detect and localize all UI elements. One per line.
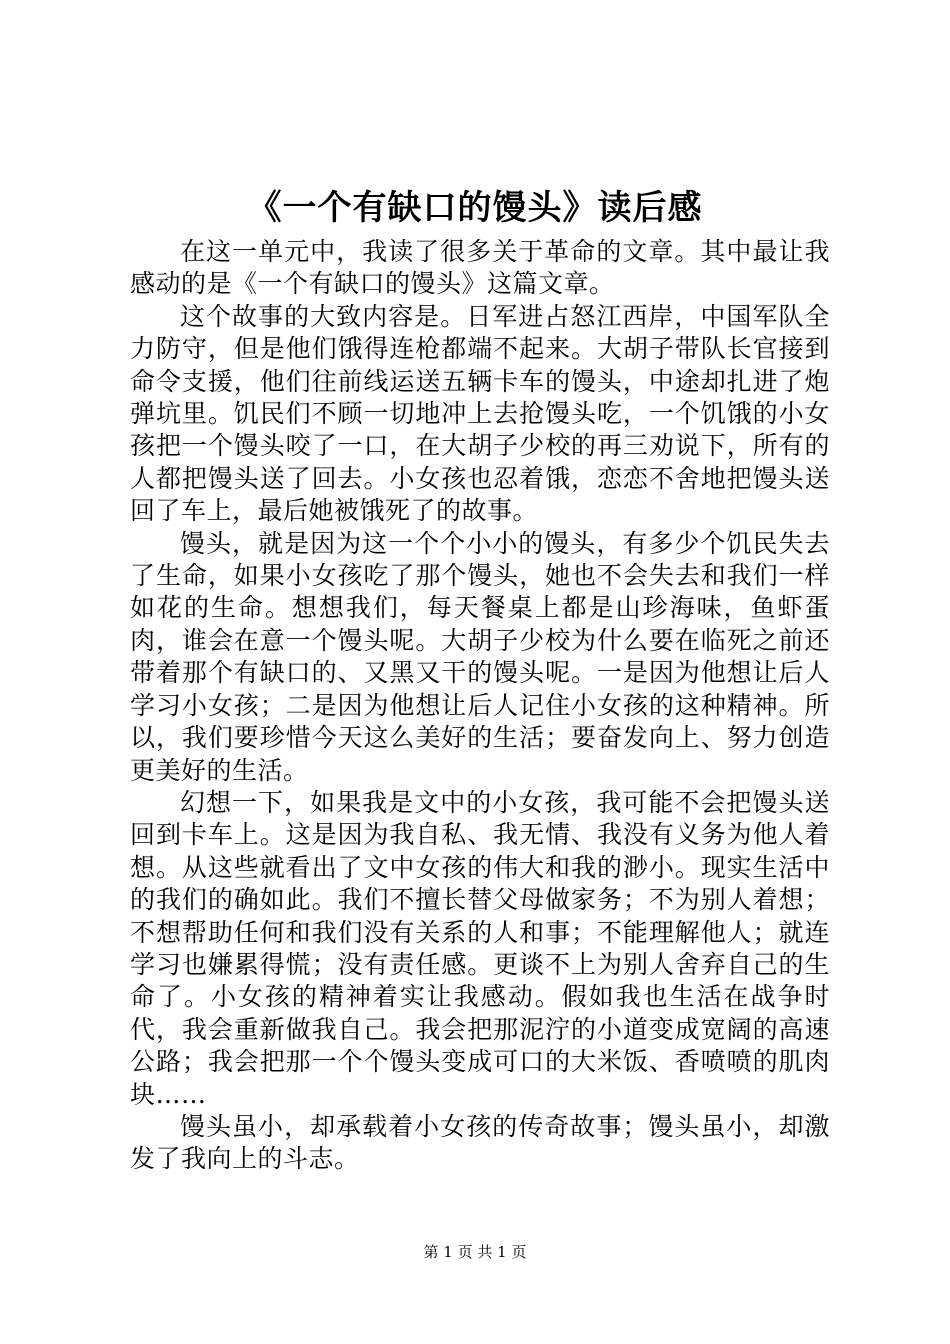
page-footer: 第 1 页 共 1 页: [423, 1243, 527, 1261]
paragraph-5: 馒头虽小，却承载着小女孩的传奇故事；馒头虽小，却激发了我向上的斗志。: [130, 1111, 830, 1174]
paragraph-4: 幻想一下，如果我是文中的小女孩，我可能不会把馒头送回到卡车上。这是因为我自私、我无情、我没有义务为他人着想。从这些就看出了文中女孩的伟大和我的渺小。现实生活中的我们的确如此。我们不擅长替父母做家务；不为别人着想；不想帮助任何和我们没有关系的人和事；不能理解他人；就连学习也嫌累得慌；没有责任感。更谈不上为别人舍弃自己的生命了。小女孩的精神着实让我感动。假如我也生活在战争时代，我会重新做我自己。我会把那泥泞的小道变成宽阔的高速公路；我会把那一个个馒头变成可口的大米饭、香喷喷的肌肉块……: [130, 787, 830, 1109]
document-body: [130, 236, 830, 1176]
paragraph-1: 在这一单元中，我读了很多关于革命的文章。其中最让我感动的是《一个有缺口的馒头》这篇文章。: [130, 237, 830, 299]
paragraph-3: 馒头，就是因为这一个个小小的馒头，有多少个饥民失去了生命，如果小女孩吃了那个馒头，她也不会失去和我们一样如花的生命。想想我们，每天餐桌上都是山珍海味，鱼虾蛋肉，谁会在意一个馒头呢。大胡子少校为什么要在临死之前还带着那个有缺口的、又黑又干的馒头呢。一是因为他想让后人学习小女孩；二是因为他想让后人记住小女孩的这种精神。所以，我们要珍惜今天这么美好的生活；要奋发向上、努力创造更美好的生活。: [130, 528, 830, 785]
document-title: 《一个有缺口的馒头》读后感: [247, 188, 703, 228]
paragraph-2: 这个故事的大致内容是。日军进占怒江西岸，中国军队全力防守，但是他们饿得连枪都端不起来。大胡子带队长官接到命令支援，他们往前线运送五辆卡车的馒头，中途却扎进了炮弹坑里。饥民们不顾一切地冲上去抢馒头吃，一个饥饿的小女孩把一个馒头咬了一口，在大胡子少校的再三劝说下，所有的人都把馒头送了回去。小女孩也忍着饿，恋恋不舍地把馒头送回了车上，最后她被饿死了的故事。: [130, 301, 830, 526]
